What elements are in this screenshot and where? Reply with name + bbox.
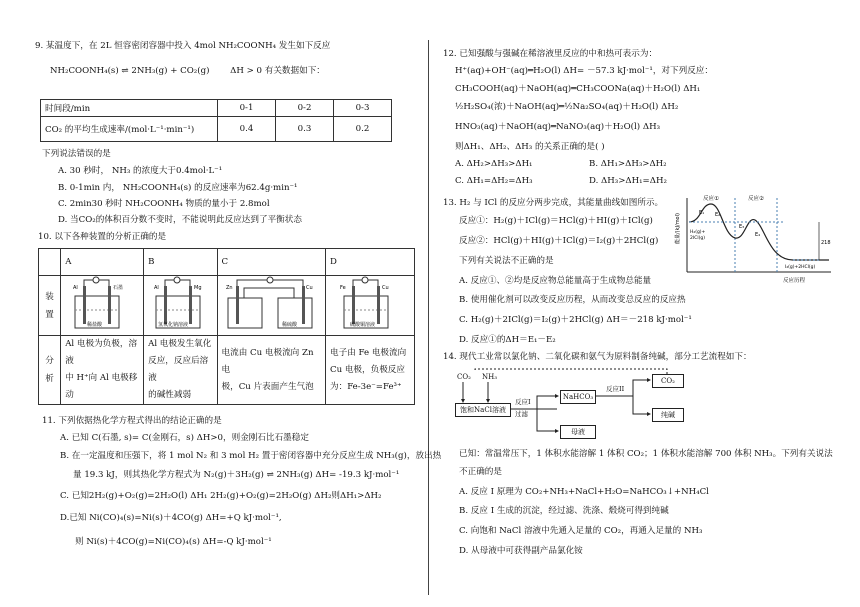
q9-stem: 9. 某温度下，在 2L 恒容密闭容器中投入 4mol NH₂COONH₄ 发生如下反应 <box>35 41 331 51</box>
flow-soda-box: 纯碱 <box>652 408 684 422</box>
electrode1-label: Zn <box>225 285 233 291</box>
q11-stem: 11. 下列依据热化学方程式得出的结论正确的是 <box>42 416 222 426</box>
q10-header: A <box>61 249 144 276</box>
solution-label: 硫酸铜溶液 <box>350 322 376 328</box>
cell-apparatus-icon <box>65 276 135 332</box>
q12-line2: CH₃COOH(aq)＋NaOH(aq)═CH₃COONa(aq)＋H₂O(l) ΔH₁ <box>455 84 701 94</box>
q12-option-d[interactable]: D. ΔH₃>ΔH₁=ΔH₂ <box>589 176 667 186</box>
q9-equation-text: NH₂COONH₄(s) ⇌ 2NH₃(g) + CO₂(g) <box>50 66 210 76</box>
q14-option-b[interactable]: B. 反应 I 生成的沉淀，经过滤、洗涤、煅烧可得到纯碱 <box>459 506 669 516</box>
q9-equation <box>50 66 325 77</box>
q9-table-cell: 时间段/min <box>41 100 218 117</box>
q10-analysis-c: 电流由 Cu 电极流向 Zn 电 极，Cu 片表面产生气泡 <box>217 336 325 405</box>
q10-table <box>38 248 415 405</box>
q10-header: D <box>326 249 415 276</box>
flow-nh3-input: NH₃ <box>482 373 498 381</box>
phase2-label: 反应② <box>748 196 764 202</box>
q11-option-b-line2: 量 19.3 kJ，则其热化学方程式为 N₂(g)＋3H₂(g) ⇌ 2NH₃(g) ΔH= -19.3 kJ·mol⁻¹ <box>73 470 400 480</box>
x-axis-label: 反应历程 <box>783 278 806 284</box>
cell-apparatus-icon <box>222 276 318 332</box>
electrode2-label: Mg <box>194 285 202 291</box>
cell-apparatus-icon <box>148 276 210 332</box>
q9-table-cell: CO₂ 的平均生成速率/(mol·L⁻¹·min⁻¹) <box>41 117 218 142</box>
dh-value: 218 <box>821 240 831 246</box>
q12-option-a[interactable]: A. ΔH₂>ΔH₃>ΔH₁ <box>455 159 533 169</box>
q14-option-a[interactable]: A. 反应 I 原理为 CO₂+NH₃+NaCl+H₂O=NaHCO₃↓+NH₄Cl <box>459 487 709 497</box>
end-label: I₂(g)+2HCl(g) <box>785 265 816 270</box>
q10-analysis-d: 电子由 Fe 电极流向 Cu 电极，负极反应 为：Fe-3e⁻=Fe³⁺ <box>326 336 415 405</box>
solution-label: 稀盐酸 <box>87 322 103 328</box>
q9-option-b[interactable]: B. 0-1min 内， NH₂COONH₄(s) 的反应速率为62.4g·min⁻¹ <box>58 183 298 193</box>
q10-analysis-a: Al 电极为负极，溶液 中 H⁺向 Al 电极移动 <box>61 336 144 405</box>
q10-row-label-analysis: 分析 <box>39 336 61 405</box>
q11-option-c[interactable]: C. 已知2H₂(g)+O₂(g)=2H₂O(l) ΔH₁ 2H₂(g)+O₂(g)=2H₂O(g) ΔH₂则ΔH₁>ΔH₂ <box>60 491 382 501</box>
q13-option-d[interactable]: D. 反应①的ΔH＝E₁－E₂ <box>459 335 556 345</box>
q9-prompt: 下列说法错误的是 <box>42 149 111 159</box>
q9-table-cell: 0.3 <box>276 117 334 142</box>
q14-stem: 14. 现代工业常以氯化钠、二氧化碳和氨气为原料制备纯碱，部分工艺流程如下： <box>443 352 752 362</box>
q9-table-cell: 0-1 <box>218 100 276 117</box>
q13-option-b[interactable]: B. 使用催化剂可以改变反应历程，从而改变总反应的反应热 <box>459 295 686 305</box>
e2-label: E₂ <box>715 212 721 218</box>
q13-prompt: 下列有关说法不正确的是 <box>459 256 554 266</box>
start-label: H₂(g)+ <box>690 230 706 235</box>
q9-table-cell: 0.2 <box>334 117 392 142</box>
q11-option-d-line1[interactable]: D.已知 Ni(CO)₄(s)=Ni(s)＋4CO(g) ΔH=+Q kJ·mol⁻¹, <box>60 513 282 523</box>
q12-stem: 12. 已知强酸与强碱在稀溶液里反应的中和热可表示为： <box>443 49 658 59</box>
q12-prompt: 则ΔH₁、ΔH₂、ΔH₃ 的关系正确的是( ) <box>455 142 605 152</box>
electrode1-label: Al <box>73 285 79 291</box>
q11-option-b-line1[interactable]: B. 在一定温度和压强下，将 1 mol N₂ 和 3 mol H₂ 置于密闭容器中充分反应生成 NH₃(g)，放出热 <box>60 451 442 461</box>
solution-label: 稀硫酸 <box>281 322 297 328</box>
flow-co2-output-box: CO₂ <box>652 374 684 388</box>
q11-option-d-line2: 则 Ni(s)＋4CO(g)=Ni(CO)₄(s) ΔH=-Q kJ·mol⁻¹ <box>75 537 272 547</box>
q12-line3: ½H₂SO₄(浓)＋NaOH(aq)═½Na₂SO₄(aq)＋H₂O(l) ΔH₂ <box>455 102 679 112</box>
q12-option-b[interactable]: B. ΔH₁>ΔH₃>ΔH₂ <box>589 159 667 169</box>
electrode1-label: Al <box>154 285 159 291</box>
q13-stem: 13. H₂ 与 ICl 的反应分两步完成，其能量曲线如图所示。 <box>443 198 664 208</box>
q13-option-a[interactable]: A. 反应①、②均是反应物总能量高于生成物总能量 <box>459 276 652 286</box>
flow-mother-liquor-box: 母液 <box>560 425 596 439</box>
q11-option-a[interactable]: A. 已知 C(石墨, s)= C(金刚石，s) ΔH>0，则金刚石比石墨稳定 <box>60 433 309 443</box>
e3-label: E₃ <box>739 224 745 230</box>
q9-table-cell: 0-2 <box>276 100 334 117</box>
start-label-2: 2ICl(g) <box>690 236 705 241</box>
q12-option-c[interactable]: C. ΔH₁=ΔH₂=ΔH₃ <box>455 176 533 186</box>
q10-device-c <box>217 276 325 336</box>
q9-table-cell: 0-3 <box>334 100 392 117</box>
cell-apparatus-icon <box>330 276 410 332</box>
electrode2-label: Cu <box>305 285 313 291</box>
flow-step1-label: 反应I <box>515 398 531 406</box>
q12-line1: H⁺(aq)+OH⁻(aq)═H₂O(l) ΔH= －57.3 kJ·mol⁻¹，对下列反应： <box>455 66 713 76</box>
q12-line4: HNO₃(aq)＋NaOH(aq)═NaNO₃(aq)＋H₂O(l) ΔH₃ <box>455 122 661 132</box>
q10-row-label-device: 装置 <box>39 276 61 336</box>
flow-nahco3-box: NaHCO₃ <box>560 390 596 404</box>
q10-device-b <box>144 276 217 336</box>
q13-option-c[interactable]: C. H₂(g)＋2ICl(g)＝I₂(g)＋2HCl(g) ΔH＝－218 kJ·mol⁻¹ <box>459 315 692 325</box>
e4-label: E₄ <box>755 232 761 238</box>
electrode1-label: Fe <box>340 285 346 291</box>
q14-option-c[interactable]: C. 向饱和 NaCl 溶液中先通入足量的 CO₂，再通入足量的 NH₃ <box>459 526 703 536</box>
q9-option-c[interactable]: C. 2min30 秒时 NH₂COONH₄ 物质的量小于 2.8mol <box>58 199 270 209</box>
process-flowchart <box>453 368 723 440</box>
flow-filter-label: 过滤 <box>515 410 528 418</box>
q14-note-line1: 已知：常温常压下，1 体积水能溶解 1 体积 CO₂；1 体积水能溶解 700 体积 NH₃。下列有关说法 <box>459 449 833 459</box>
q13-reaction2: 反应②：HCl(g)＋HI(g)＋ICl(g)＝I₂(g)＋2HCl(g) <box>459 236 659 246</box>
solution-label: 氢氧化钠溶液 <box>158 322 189 328</box>
e1-label: E₁ <box>699 210 705 216</box>
column-divider <box>428 40 429 595</box>
q10-analysis-b: Al 电极发生氧化 反应，反应后溶液 的碱性减弱 <box>144 336 217 405</box>
flow-co2-input: CO₂ <box>457 373 471 381</box>
flow-brine-box: 饱和NaCl溶液 <box>455 403 511 417</box>
q10-stem: 10. 以下各种装置的分析正确的是 <box>38 232 167 242</box>
q9-option-d[interactable]: D. 当CO₂的体积百分数不变时，不能说明此反应达到了平衡状态 <box>58 215 302 225</box>
q14-option-d[interactable]: D. 从母液中可获得副产品氯化铵 <box>459 546 583 556</box>
flow-arrows <box>453 368 723 440</box>
q9-option-a[interactable]: A. 30 秒时， NH₃ 的浓度大于0.4mol·L⁻¹ <box>58 166 223 176</box>
q10-header: C <box>217 249 325 276</box>
electrode2-label: 石墨 <box>113 285 124 291</box>
electrode2-label: Cu <box>382 285 389 291</box>
phase1-label: 反应① <box>703 196 719 202</box>
q10-device-d <box>326 276 415 336</box>
energy-profile-diagram <box>673 192 833 288</box>
q9-table-cell: 0.4 <box>218 117 276 142</box>
q13-reaction1: 反应①：H₂(g)＋ICl(g)＝HCl(g)＋HI(g)＋ICl(g) <box>459 216 653 226</box>
q10-device-a <box>61 276 144 336</box>
q9-equation-note: ΔH > 0 有关数据如下： <box>230 66 325 76</box>
q9-data-table <box>40 99 392 142</box>
flow-step2-label: 反应II <box>606 385 625 393</box>
q14-note-line2: 不正确的是 <box>459 467 502 477</box>
q10-header: B <box>144 249 217 276</box>
y-axis-label: 能量/(kJ/mol) <box>675 213 681 244</box>
